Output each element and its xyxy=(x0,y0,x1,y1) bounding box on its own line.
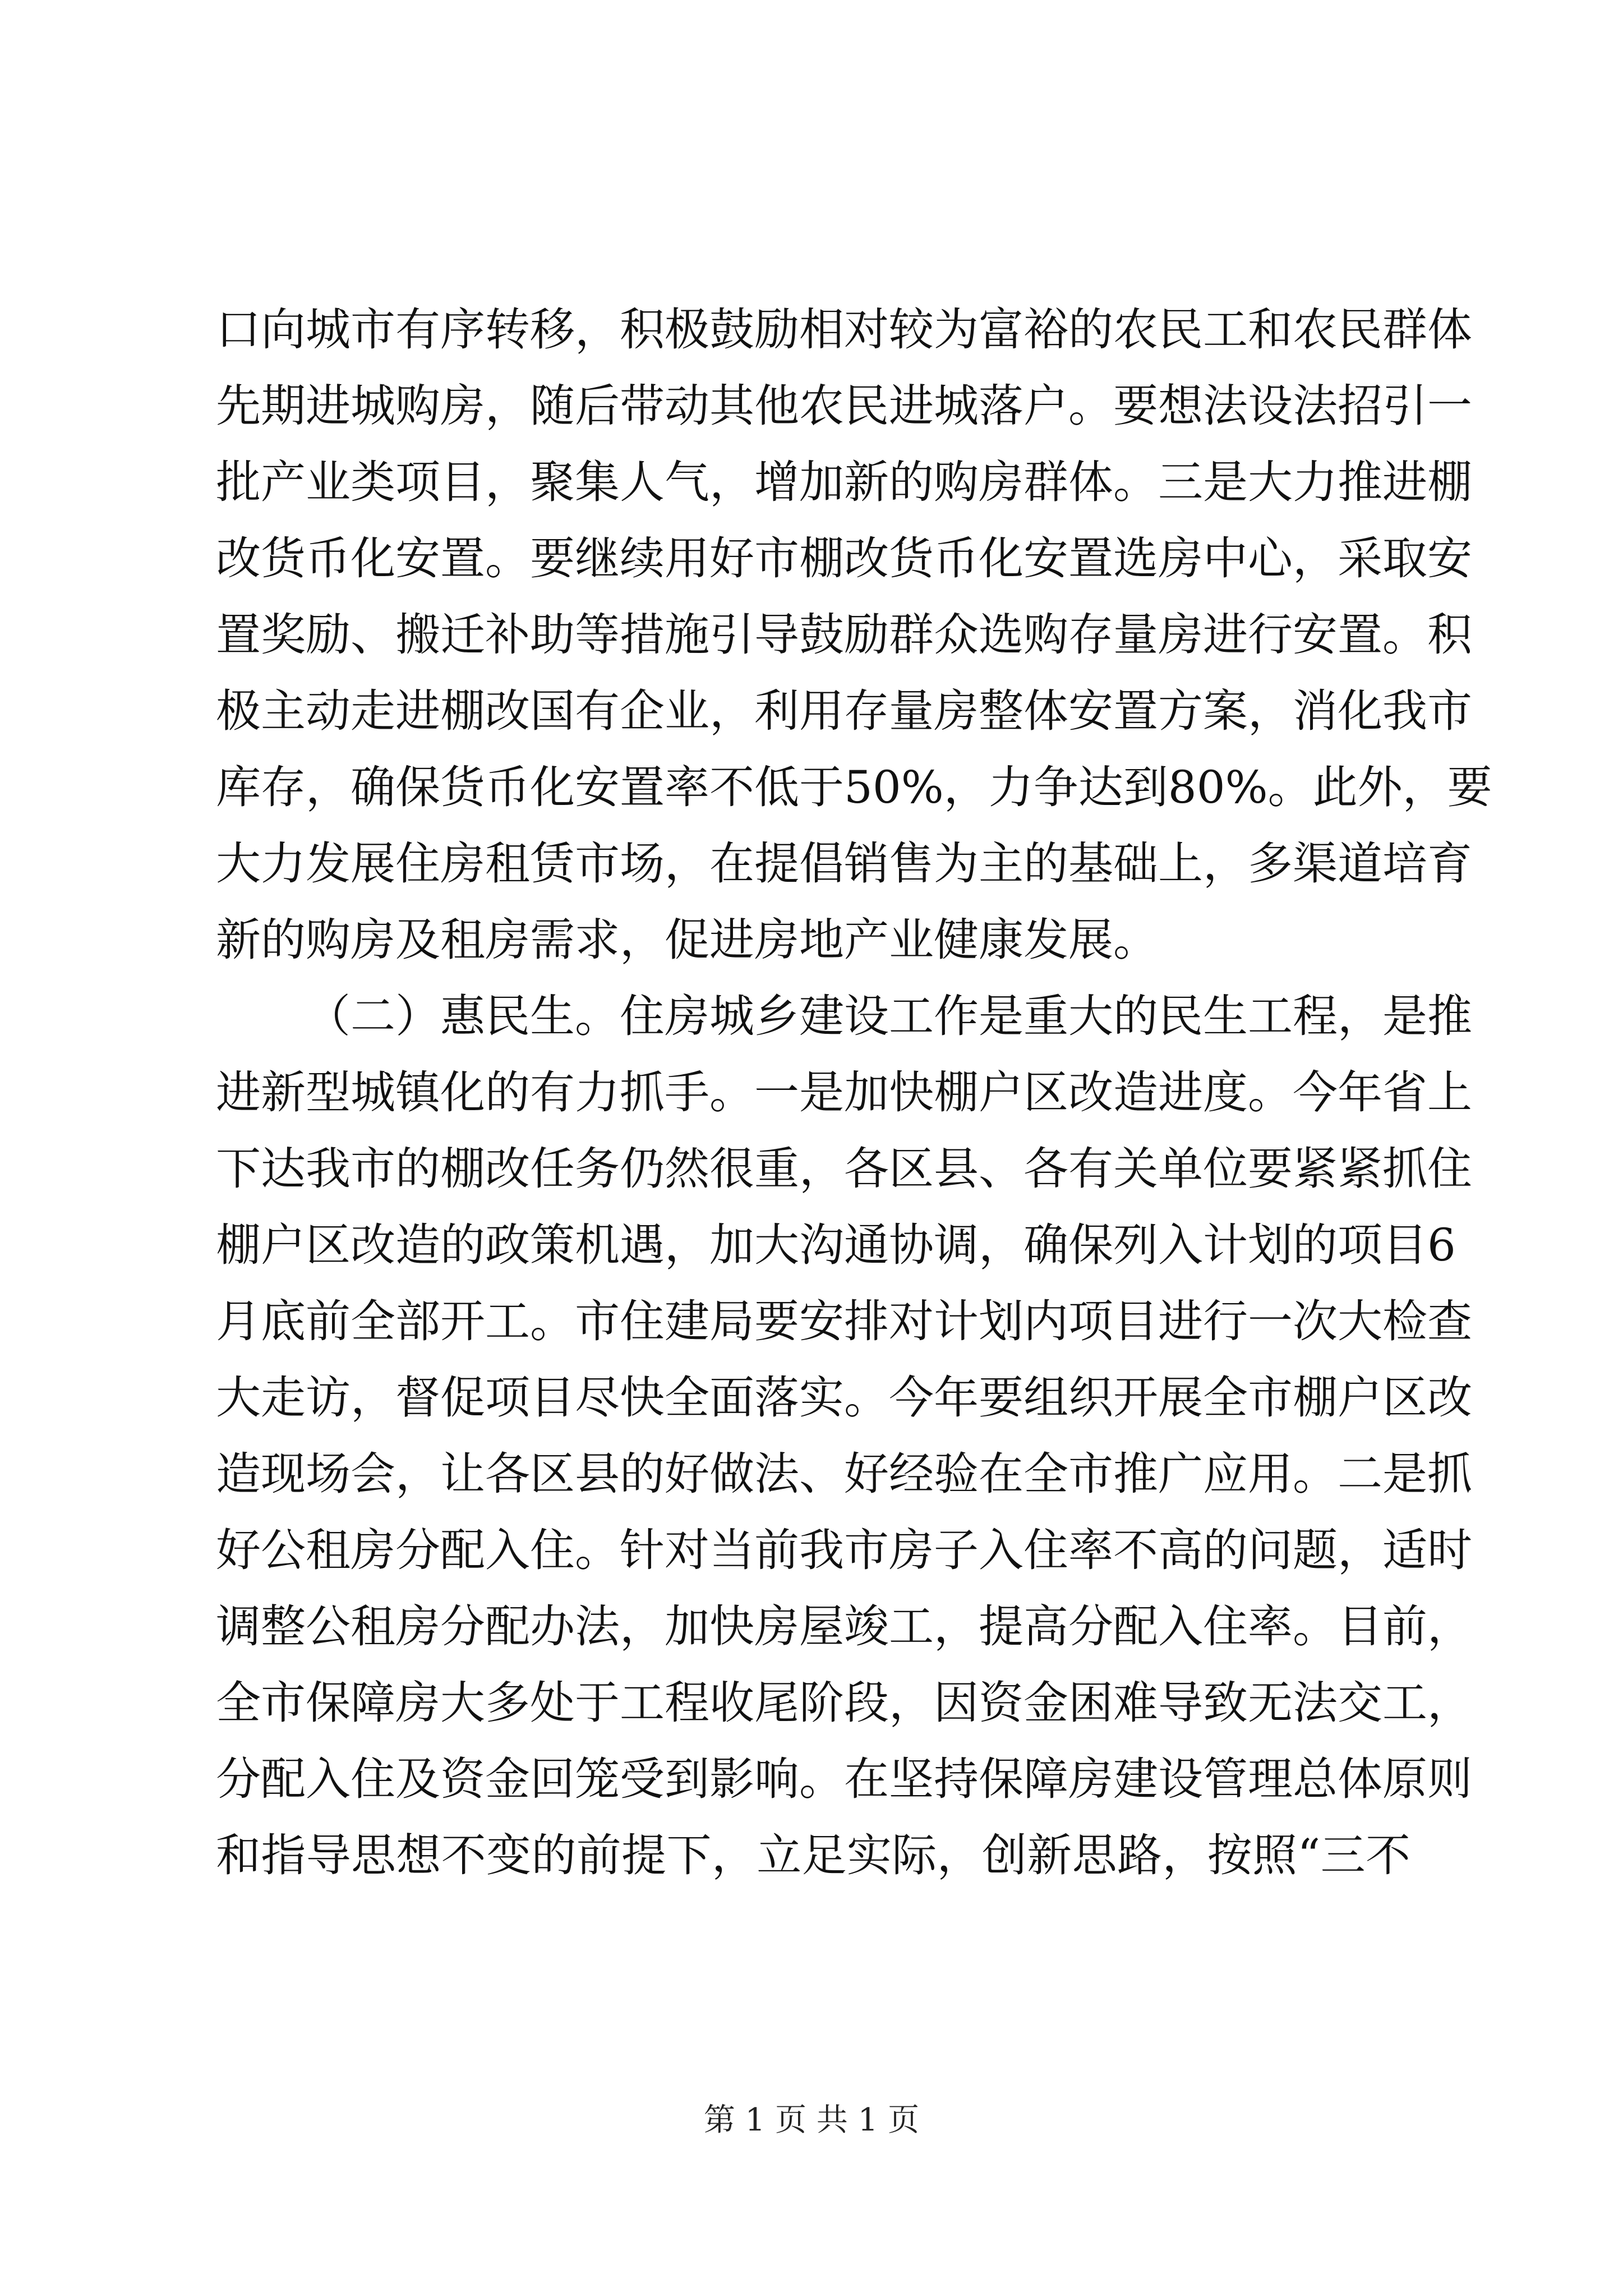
paragraph xyxy=(216,978,1472,1894)
text-line: 先期进城购房，随后带动其他农民进城落户。要想法设法招引一 xyxy=(216,380,1472,432)
text-line: 好公租房分配入住。针对当前我市房子入住率不高的问题，适时 xyxy=(216,1524,1472,1576)
text-line: 和指导思想不变的前提下，立足实际，创新思路，按照“三不 xyxy=(216,1829,1410,1881)
text-line: （二）惠民生。住房城乡建设工作是重大的民生工程，是推 xyxy=(306,990,1472,1042)
text-line: 全市保障房大多处于工程收尾阶段，因资金困难导致无法交工， xyxy=(216,1677,1472,1729)
paragraph xyxy=(216,292,1492,978)
text-line: 大力发展住房租赁市场，在提倡销售为主的基础上，多渠道培育 xyxy=(216,838,1472,890)
text-line: 库存，确保货币化安置率不低于50%，力争达到80%。此外，要 xyxy=(216,761,1492,813)
text-line: 口向城市有序转移，积极鼓励相对较为富裕的农民工和农民群体 xyxy=(216,303,1472,356)
text-line: 调整公租房分配办法，加快房屋竣工，提高分配入住率。目前， xyxy=(216,1600,1472,1653)
document-body xyxy=(216,292,1492,1894)
text-line: 造现场会，让各区县的好做法、好经验在全市推广应用。二是抓 xyxy=(216,1448,1472,1500)
text-line: 改货币化安置。要继续用好市棚改货币化安置选房中心，采取安 xyxy=(216,532,1472,585)
text-line: 棚户区改造的政策机遇，加大沟通协调，确保列入计划的项目6 xyxy=(216,1219,1456,1271)
text-line: 进新型城镇化的有力抓手。一是加快棚户区改造进度。今年省上 xyxy=(216,1066,1472,1119)
text-line: 大走访，督促项目尽快全面落实。今年要组织开展全市棚户区改 xyxy=(216,1372,1472,1424)
text-line: 新的购房及租房需求，促进房地产业健康发展。 xyxy=(216,914,1158,966)
text-line: 置奖励、搬迁补助等措施引导鼓励群众选购存量房进行安置。积 xyxy=(216,609,1472,661)
text-line: 极主动走进棚改国有企业，利用存量房整体安置方案，消化我市 xyxy=(216,685,1472,737)
text-line: 下达我市的棚改任务仍然很重，各区县、各有关单位要紧紧抓住 xyxy=(216,1143,1472,1195)
text-line: 批产业类项目，聚集人气，增加新的购房群体。三是大力推进棚 xyxy=(216,456,1472,508)
page-footer: 第 1 页 共 1 页 xyxy=(703,2102,920,2138)
text-line: 月底前全部开工。市住建局要安排对计划内项目进行一次大检查 xyxy=(216,1295,1472,1347)
text-line: 分配入住及资金回笼受到影响。在坚持保障房建设管理总体原则 xyxy=(216,1753,1472,1805)
